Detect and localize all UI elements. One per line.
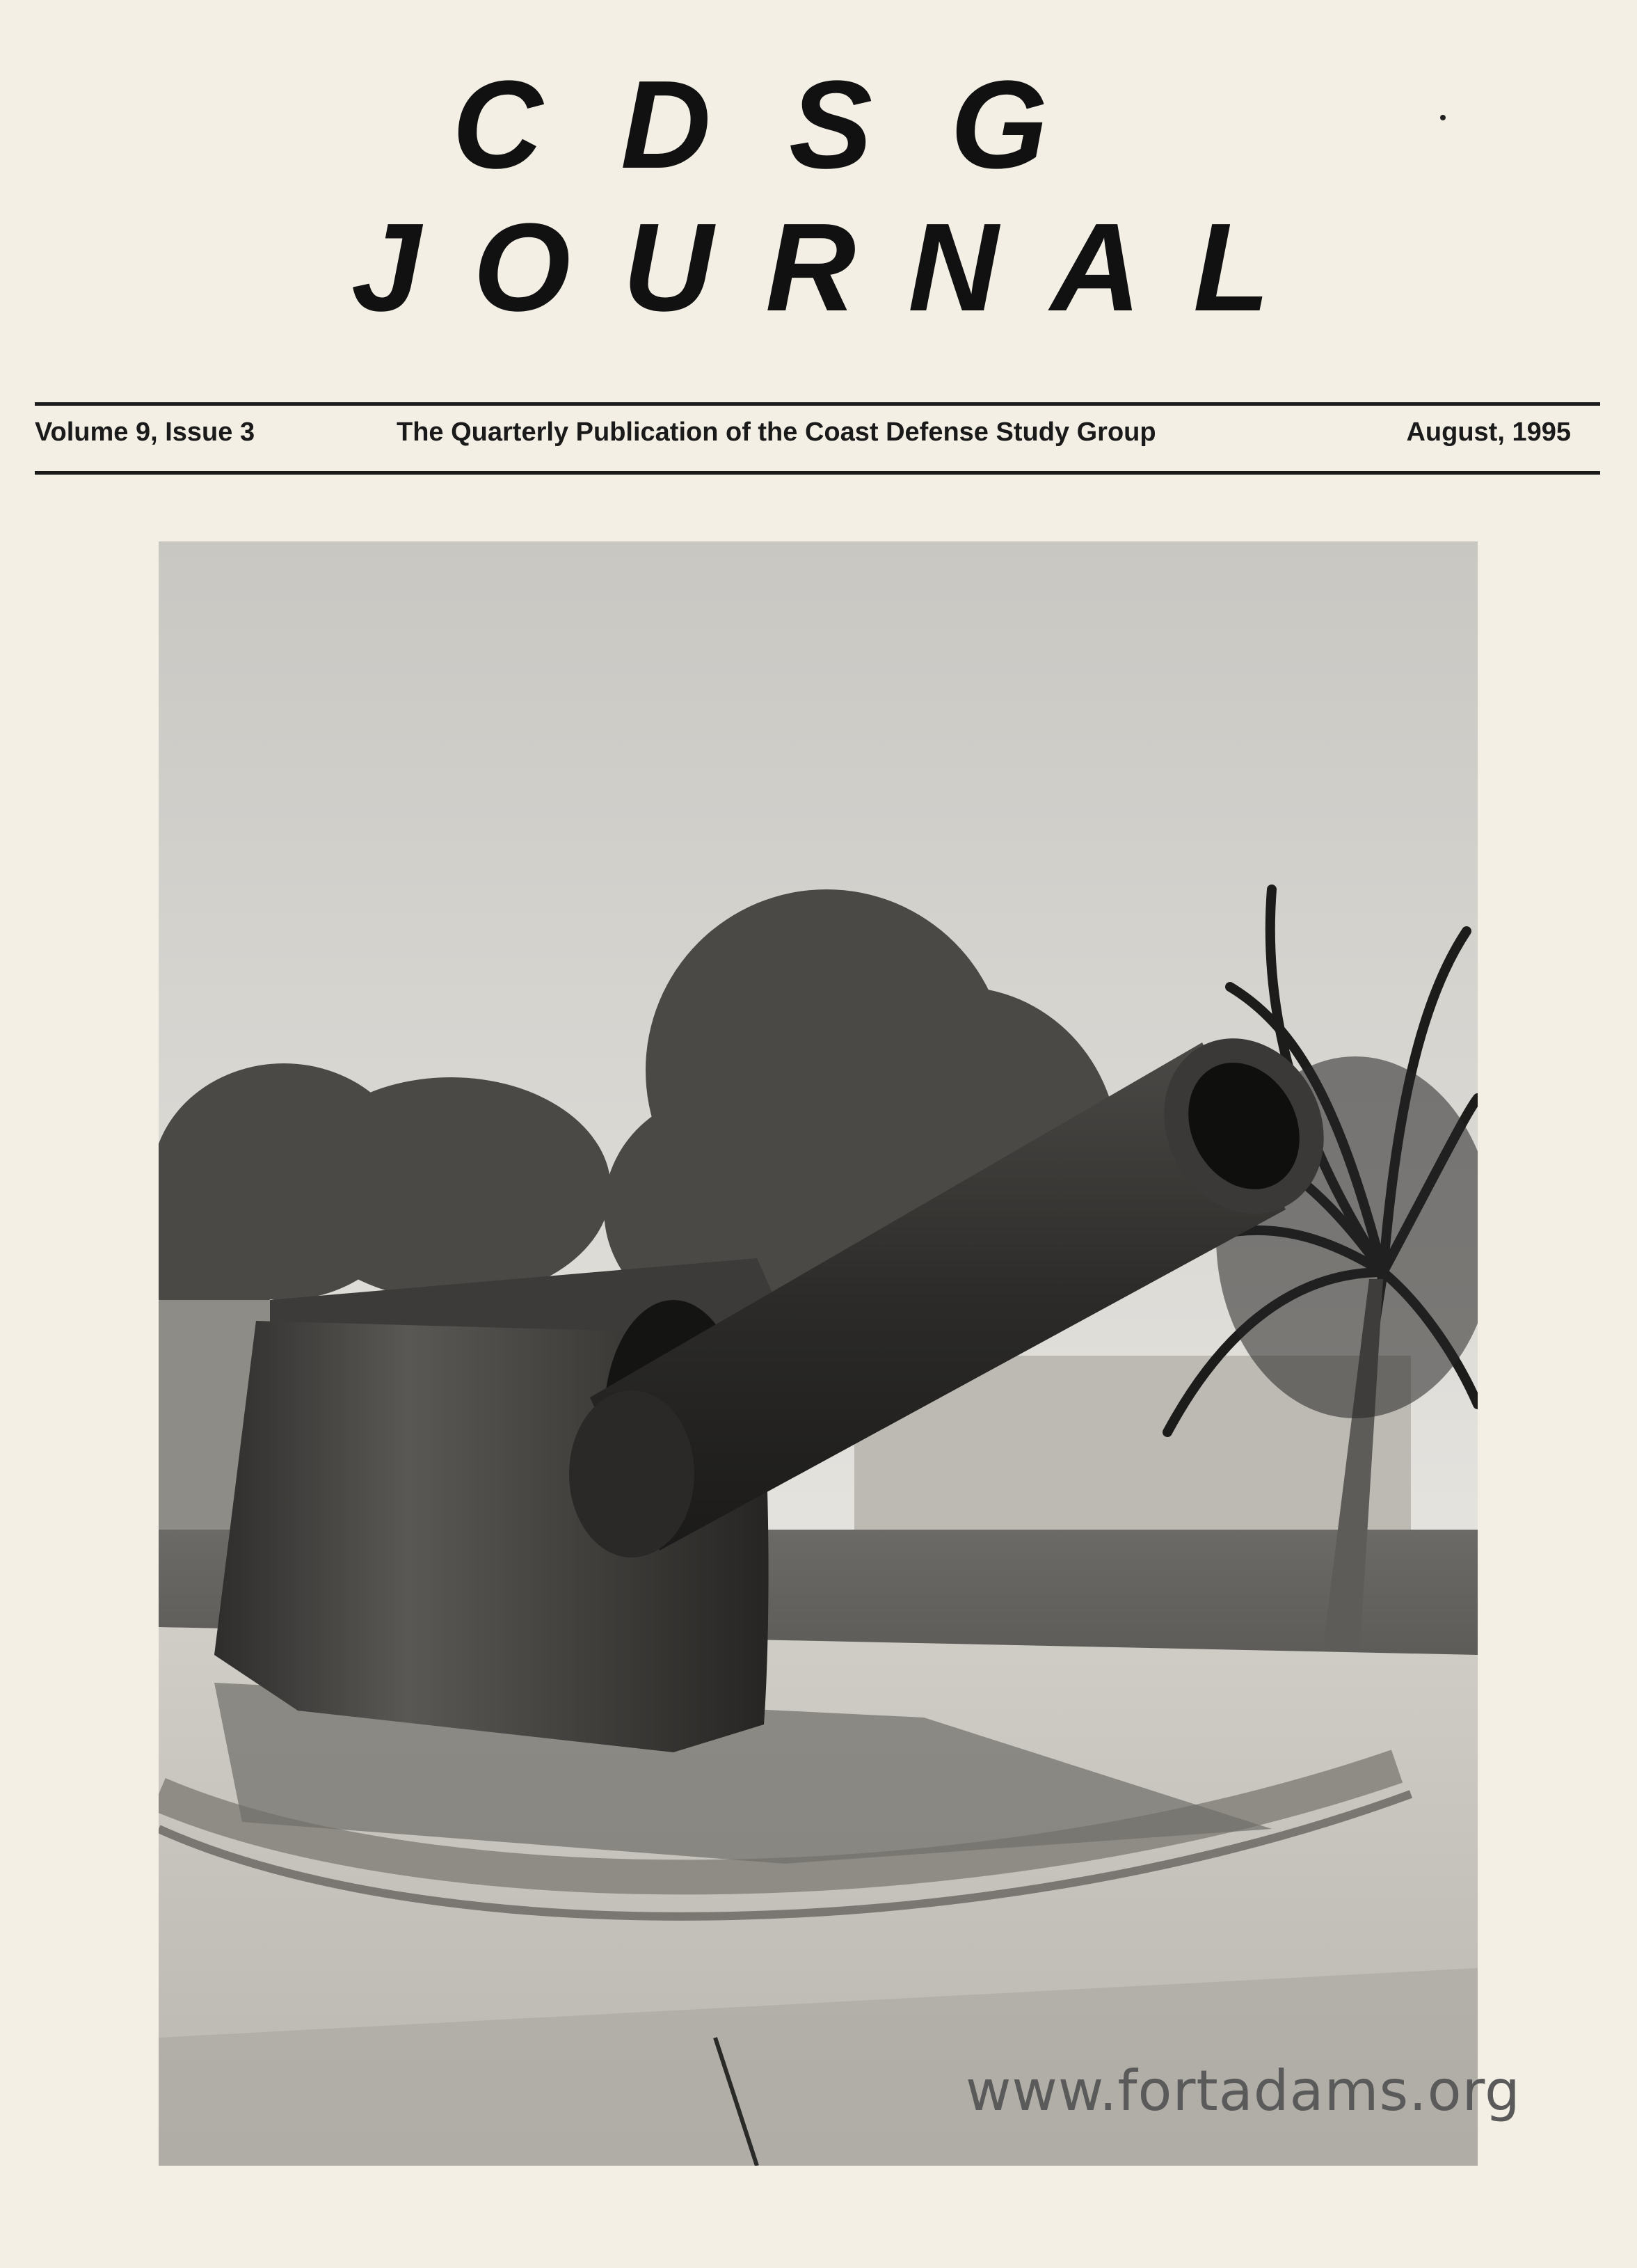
cover-photo-coast-defense-gun: [159, 541, 1478, 2166]
publication-tagline: The Quarterly Publication of the Coast Defense Study Group: [397, 418, 1156, 447]
bottom-rule-divider: [35, 471, 1600, 475]
journal-title-journal: JOURNAL: [351, 198, 1323, 338]
volume-issue-label: Volume 9, Issue 3: [35, 418, 255, 447]
watermark-url: www.fortadams.org: [966, 2059, 1521, 2123]
journal-title-cdsg: CDSG: [452, 55, 1126, 195]
top-rule-divider: [35, 402, 1600, 406]
print-speck: [1440, 115, 1446, 120]
issue-date: August, 1995: [1406, 418, 1571, 447]
